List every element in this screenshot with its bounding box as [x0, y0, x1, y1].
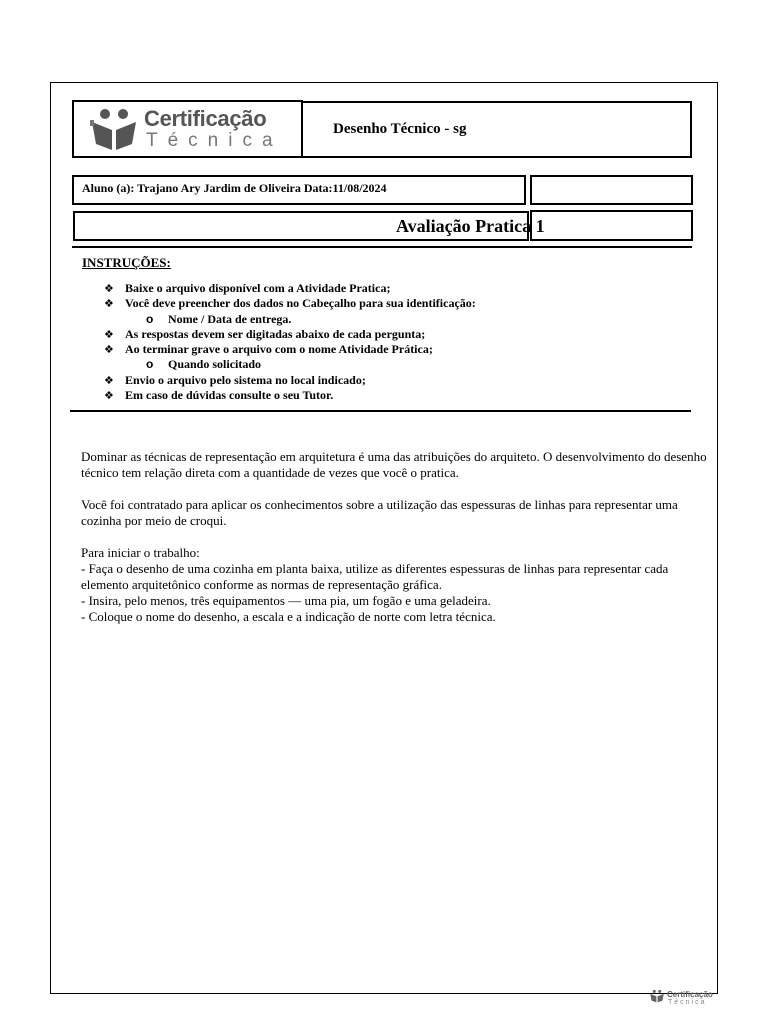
list-subitem: o Nome / Data de entrega.	[146, 311, 292, 326]
circle-bullet-icon: o	[146, 357, 154, 372]
paragraph: Dominar as técnicas de representação em arquitetura é uma das atribuições do arquiteto. O desenvolvimento do desenho técnico tem relação direta com a quantidade de vezes que você o pratica.	[81, 449, 707, 480]
page-border-right	[717, 82, 718, 994]
divider-bottom	[70, 410, 691, 412]
diamond-bullet-icon: ❖	[104, 343, 114, 357]
paragraph: - Faça o desenho de uma cozinha em planta baixa, utilize as diferentes espessuras de linhas para representar cada elemento arquitetônico conforme as normas de representação gráfica.	[81, 561, 669, 592]
student-info: Aluno (a): Trajano Ary Jardim de Oliveira Data:11/08/2024	[82, 181, 387, 195]
logo-text-certificacao: Certificação	[144, 106, 267, 131]
divider-top	[72, 246, 692, 248]
paragraph: Para iniciar o trabalho:	[81, 545, 200, 560]
diamond-bullet-icon: ❖	[104, 327, 114, 341]
diamond-bullet-icon: ❖	[104, 373, 114, 387]
assignment-text	[81, 449, 711, 625]
footer-logo-icon	[649, 989, 665, 1003]
list-item: ❖ Baixe o arquivo disponível com a Atividade Pratica;	[104, 281, 391, 295]
grade-box	[530, 175, 693, 205]
circle-bullet-icon: o	[146, 311, 154, 326]
list-subitem: o Quando solicitado	[146, 357, 262, 372]
paragraph: - Coloque o nome do desenho, a escala e a indicação de norte com letra técnica.	[81, 609, 496, 624]
evaluation-box-right	[530, 210, 693, 241]
paragraph: Você foi contratado para aplicar os conhecimentos sobre a utilização das espessuras de linhas para representar uma cozinha por meio de croqui.	[81, 497, 678, 528]
footer-logo-text: Certificação	[667, 990, 713, 999]
logo-text-tecnica: Técnica	[146, 130, 283, 151]
list-item: ❖ Envio o arquivo pelo sistema no local indicado;	[104, 372, 366, 387]
diamond-bullet-icon: ❖	[104, 282, 114, 295]
evaluation-title: Avaliação Pratica 1	[396, 216, 545, 236]
instructions-list	[104, 281, 476, 403]
instructions-title: INSTRUÇÕES:	[82, 255, 171, 270]
list-item: ❖ Você deve preencher dos dados no Cabeçalho para sua identificação:	[104, 296, 476, 311]
diamond-bullet-icon: ❖	[104, 297, 114, 311]
list-item: ❖ Ao terminar grave o arquivo com o nome Atividade Prática;	[104, 342, 433, 357]
diamond-bullet-icon: ❖	[104, 389, 114, 403]
list-item: ❖ As respostas devem ser digitadas abaixo de cada pergunta;	[104, 326, 426, 341]
people-book-logo-icon	[88, 106, 140, 152]
paragraph: - Insira, pelo menos, três equipamentos — uma pia, um fogão e uma geladeira.	[81, 593, 491, 608]
list-item: ❖ Em caso de dúvidas consulte o seu Tutor.	[104, 388, 334, 403]
footer-logo-subtext: Técnica	[668, 999, 707, 1006]
course-title: Desenho Técnico - sg	[333, 121, 467, 137]
